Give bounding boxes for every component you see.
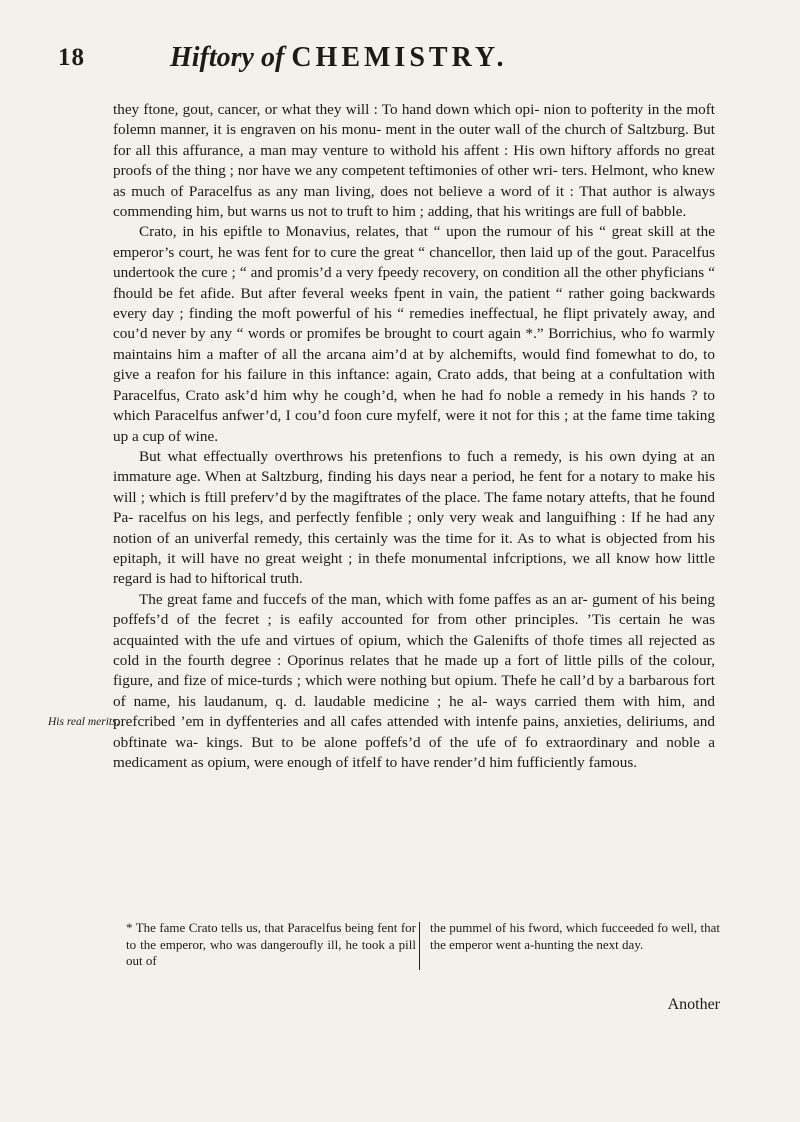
running-title [170,42,507,74]
running-title-history: Hiftory [170,42,254,73]
paragraph-2-crato: Crato, in his epiftle to Monavius, relates, that “ upon the rumour of his “ great skill at the emperor’s court, he was fent for to cure the great “ chancellor, then laid up of the gout. Paracelfus undertook the cure ; “ and promis’d a very fpeedy recovery, on condition all the other phyficians “ fhould be fet afide. But after feveral weeks fpent in vain, the patient “ rather going backwards every day ; finding the moft powerful of his “ remedies ineffectual, he flipt privately away, and cou’d never by any “ words or promifes be brought to court again *.” Borrichius, who fo warmly maintains him a mafter of all the arcana aim’d at by alchemifts, would find fomewhat to do, to give a reafon for his failure in this inftance: again, Crato adds, that being at a confultation with Paracelfus, Crato ask’d him why he cough’d, when he had fo noble a remedy in his hands ? to which Paracelfus anfwer’d, I cou’d foon cure myfelf, were it not for this ; at the fame time taking up a cup of wine. [113,223,715,445]
running-header [58,42,722,78]
footnote-right-column: the pummel of his fword, which fucceeded fo well, that the emperor went a-hunting the next day. [430,920,720,952]
catchword: Another [667,996,720,1013]
main-text [113,100,715,773]
footnote-left-column: * The fame Crato tells us, that Paracelfus being fent for to the emperor, who was dangeroufly ill, he took a pill out of [126,920,416,968]
page-number: 18 [58,44,85,71]
footnote-column-divider [419,922,420,970]
paragraph-1: they ftone, gout, cancer, or what they will : To hand down which opi- nion to pofterity in the moft folemn manner, it is engraven on his monu- ment in the outer wall of the church of Saltzburg. But for all this affurance, a man may venture to withold his affent : His own hiftory affords no great proofs of the thing ; nor have we any competent teftimonies of other wri- ters. Helmont, who knew as much of Paracelfus as any man living, does not believe a word of it : That author is always commending him, but warns us not to truft to him ; adding, that his writings are full of babble. [113,101,715,221]
paragraph-4-real-merits: The great fame and fuccefs of the man, which with fome paffes as an ar- gument of his being poffefs’d of the fecret ; is eafily accounted for from other principles. ’Tis certain he was acquainted with the ufe and virtues of opium, which the Galenifts of thofe times all rejected as cold in the fourth degree : Oporinus relates that he made up a fort of little pills of the colour, figure, and fize of mice-turds ; which were nothing but opium. Thefe he call’d by a barbarous fort of name, his laudanum, q. d. laudable medicine ; he al- ways carried them with him, and prefcribed ’em in dyffenteries and all cafes attended with intenfe pains, anxieties, deliriums, and obftinate wa- kings. But to be alone poffefs’d of the ufe of fo extraordinary and noble a medicament as opium, were enough of itfelf to have render’d him fufficiently famous. [113,590,715,771]
running-title-chemistry: CHEMISTRY. [291,42,508,73]
running-title-of: of [261,42,285,73]
margin-note: His real merits. [48,716,120,728]
paragraph-3: But what effectually overthrows his pretenfions to fuch a remedy, is his own dying at an immature age. When at Saltzburg, finding his days near a period, he fent for a notary to make his will ; which is ftill preferv’d by the magiftrates of the place. The fame notary attefts, that he found Pa- racelfus on his legs, and perfectly fenfible ; only very weak and languifhing : If he had any notion of an univerfal remedy, this certainly was the time for it. As to what is objected from his epitaph, it will have no great weight ; in thefe monumental infcriptions, we all know how little regard is had to hiftorical truth. [113,447,715,588]
